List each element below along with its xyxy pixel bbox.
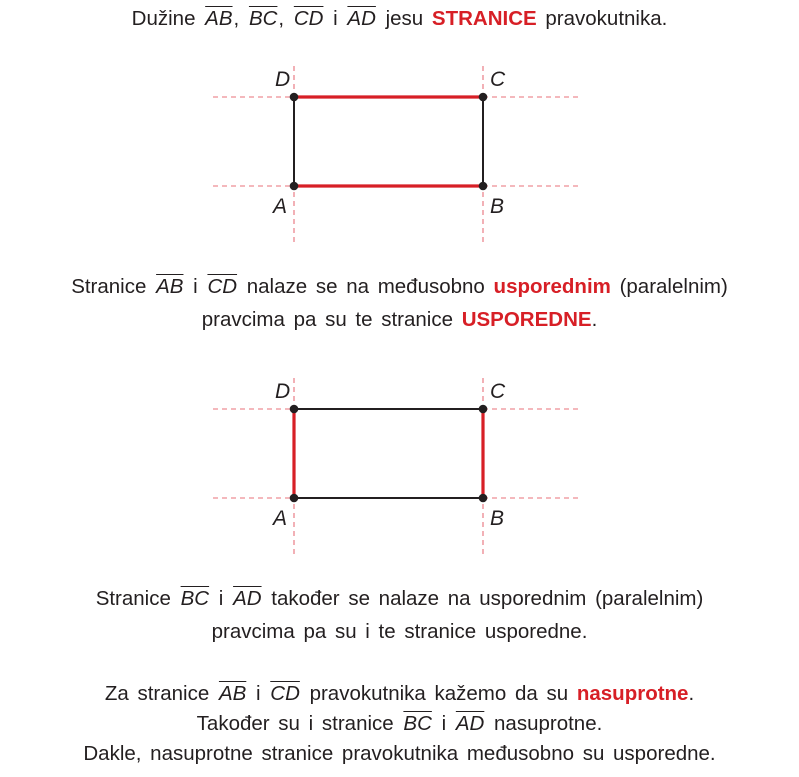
- conjunction: i: [333, 7, 338, 30]
- keyword-usporedne: USPOREDNE: [461, 308, 592, 331]
- segment-cd: $\overline{CD}$: [270, 682, 300, 705]
- para2-line1: [0, 586, 799, 612]
- para1-line2: [0, 307, 799, 333]
- para3-line3: [0, 741, 799, 767]
- keyword-nasuprotne: nasuprotne: [576, 682, 689, 705]
- para-text: Također su i stranice: [196, 712, 394, 735]
- vertex-d: [290, 405, 299, 414]
- para-text: pravokutnika kažemo da su: [309, 682, 569, 705]
- comma: ,: [233, 7, 240, 30]
- segment-ad: $\overline{AD}$: [233, 587, 262, 610]
- vertex-d: [290, 93, 299, 102]
- para-text: (paralelnim): [619, 275, 728, 298]
- para-text: Dakle, nasuprotne stranice pravokutnika međusobno su usporedne.: [83, 742, 716, 765]
- label-b: B: [490, 507, 505, 530]
- para-text: Stranice: [71, 275, 147, 298]
- period: .: [591, 308, 598, 331]
- label-d: D: [275, 68, 291, 91]
- label-c: C: [490, 68, 506, 91]
- para-text: nasuprotne.: [494, 712, 603, 735]
- conjunction: i: [193, 275, 198, 298]
- para-text: Stranice: [95, 587, 171, 610]
- segment-ab: $\overline{AB}$: [218, 682, 247, 705]
- conjunction: i: [256, 682, 261, 705]
- label-c: C: [490, 380, 506, 403]
- para-text: Za stranice: [104, 682, 210, 705]
- segment-ab: $\overline{AB}$: [205, 7, 233, 30]
- conjunction: i: [441, 712, 447, 735]
- segment-cd: $\overline{CD}$: [207, 275, 238, 298]
- vertex-c: [479, 405, 488, 414]
- vertex-b: [479, 182, 488, 191]
- para1-line1: [0, 274, 799, 300]
- vertex-a: [290, 494, 299, 503]
- rectangle-figure-1: [0, 62, 799, 252]
- segment-bc: $\overline{BC}$: [180, 587, 210, 610]
- para-text: također se nalaze na usporednim (paralelnim): [271, 587, 704, 610]
- segment-ab: $\overline{AB}$: [156, 275, 184, 298]
- keyword-usporednim: usporednim: [493, 275, 611, 298]
- segment-cd: $\overline{CD}$: [293, 7, 324, 30]
- period: .: [688, 682, 695, 705]
- para-text: pravcima pa su i te stranice usporedne.: [211, 620, 588, 643]
- vertex-c: [479, 93, 488, 102]
- intro-line: [0, 6, 799, 32]
- intro-text: pravokutnika.: [545, 7, 668, 30]
- label-a: A: [273, 507, 288, 530]
- para3-line1: [0, 681, 799, 707]
- para2-line2: [0, 619, 799, 645]
- segment-ad: $\overline{AD}$: [347, 7, 376, 30]
- vertex-b: [479, 494, 488, 503]
- intro-text: Dužine: [131, 7, 196, 30]
- segment-bc: $\overline{BC}$: [248, 7, 278, 30]
- segment-ad: $\overline{AD}$: [455, 712, 485, 735]
- vertex-a: [290, 182, 299, 191]
- label-a: A: [273, 195, 288, 218]
- segment-bc: $\overline{BC}$: [403, 712, 432, 735]
- para-text: nalaze se na međusobno: [246, 275, 485, 298]
- rectangle-figure-2: [0, 375, 799, 565]
- label-d: D: [275, 380, 291, 403]
- keyword-stranice: STRANICE: [431, 7, 537, 30]
- comma: ,: [278, 7, 285, 30]
- intro-text: jesu: [385, 7, 424, 30]
- para-text: pravcima pa su te stranice: [201, 308, 453, 331]
- para3-line2: [0, 711, 799, 737]
- conjunction: i: [218, 587, 224, 610]
- label-b: B: [490, 195, 505, 218]
